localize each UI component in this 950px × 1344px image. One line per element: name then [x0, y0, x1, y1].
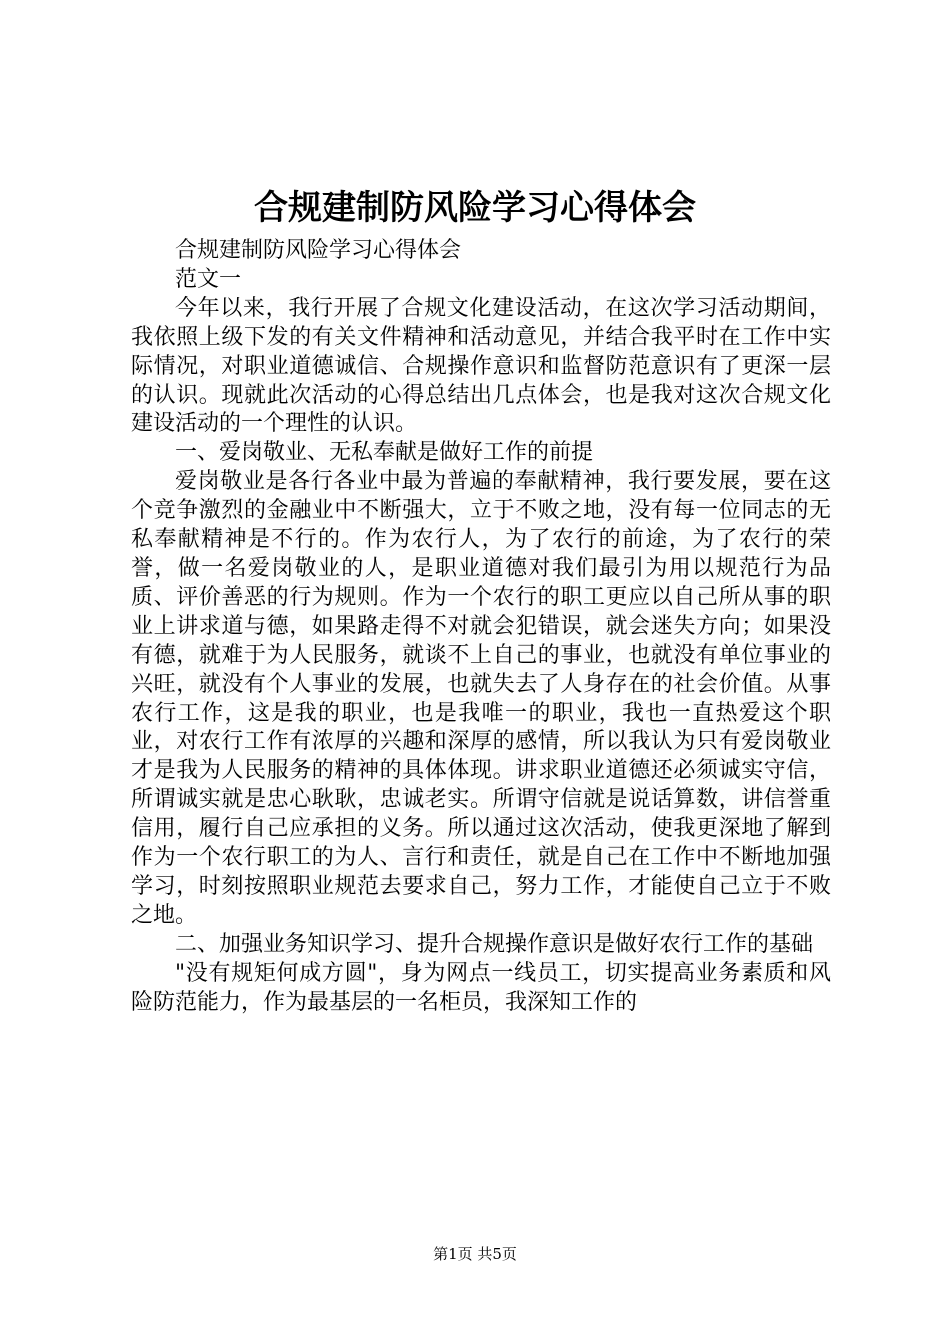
- paragraph-section-1: 爱岗敬业是各行各业中最为普遍的奉献精神，我行要发展，要在这个竞争激烈的金融业中不断强大，立于不败之地，没有每一位同志的无私奉献精神是不行的。作为农行人，为了农行的前途，为了农行的荣誉，做一名爱岗敬业的人，是职业道德对我们最引为用以规范行为品质、评价善恶的行为规则。作为一个农行的职工更应以自己所从事的职业上讲求道与德，如果路走得不对就会犯错误，就会迷失方向；如果没有德，就难于为人民服务，就谈不上自己的事业，也就没有单位事业的兴旺，就没有个人事业的发展，也就失去了人身存在的社会价值。从事农行工作，这是我的职业，也是我唯一的职业，我也一直热爱这个职业，对农行工作有浓厚的兴趣和深厚的感情，所以我认为只有爱岗敬业才是我为人民服务的精神的具体体现。讲求职业道德还必须诚实守信，所谓诚实就是忠心耿耿，忠诚老实。所谓守信就是说话算数，讲信誉重信用，履行自己应承担的义务。所以通过这次活动，使我更深地了解到作为一个农行职工的为人、言行和责任，就是自己在工作中不断地加强学习，时刻按照职业规范去要求自己，努力工作，才能使自己立于不败之地。: [131, 469, 831, 928]
- section-heading-2: 二、加强业务知识学习、提升合规操作意识是做好农行工作的基础: [175, 931, 814, 957]
- document-body: [131, 237, 831, 1017]
- paragraph-sample-label: 范文一: [175, 266, 242, 292]
- section-heading-1: 一、爱岗敬业、无私奉献是做好工作的前提: [175, 440, 594, 466]
- document-title: 合规建制防风险学习心得体会: [254, 188, 696, 228]
- page-footer: 第1页 共5页: [433, 1245, 517, 1263]
- paragraph-subtitle: 合规建制防风险学习心得体会: [175, 238, 462, 263]
- paragraph-intro: 今年以来，我行开展了合规文化建设活动，在这次学习活动期间，我依照上级下发的有关文件精神和活动意见，并结合我平时在工作中实际情况，对职业道德诚信、合规操作意识和监督防范意识有了更深一层的认识。现就此次活动的心得总结出几点体会，也是我对这次合规文化建设活动的一个理性的认识。: [131, 295, 831, 437]
- paragraph-section-2: "没有规矩何成方圆"，身为网点一线员工，切实提高业务素质和风险防范能力，作为最基层的一名柜员，我深知工作的: [131, 960, 831, 1015]
